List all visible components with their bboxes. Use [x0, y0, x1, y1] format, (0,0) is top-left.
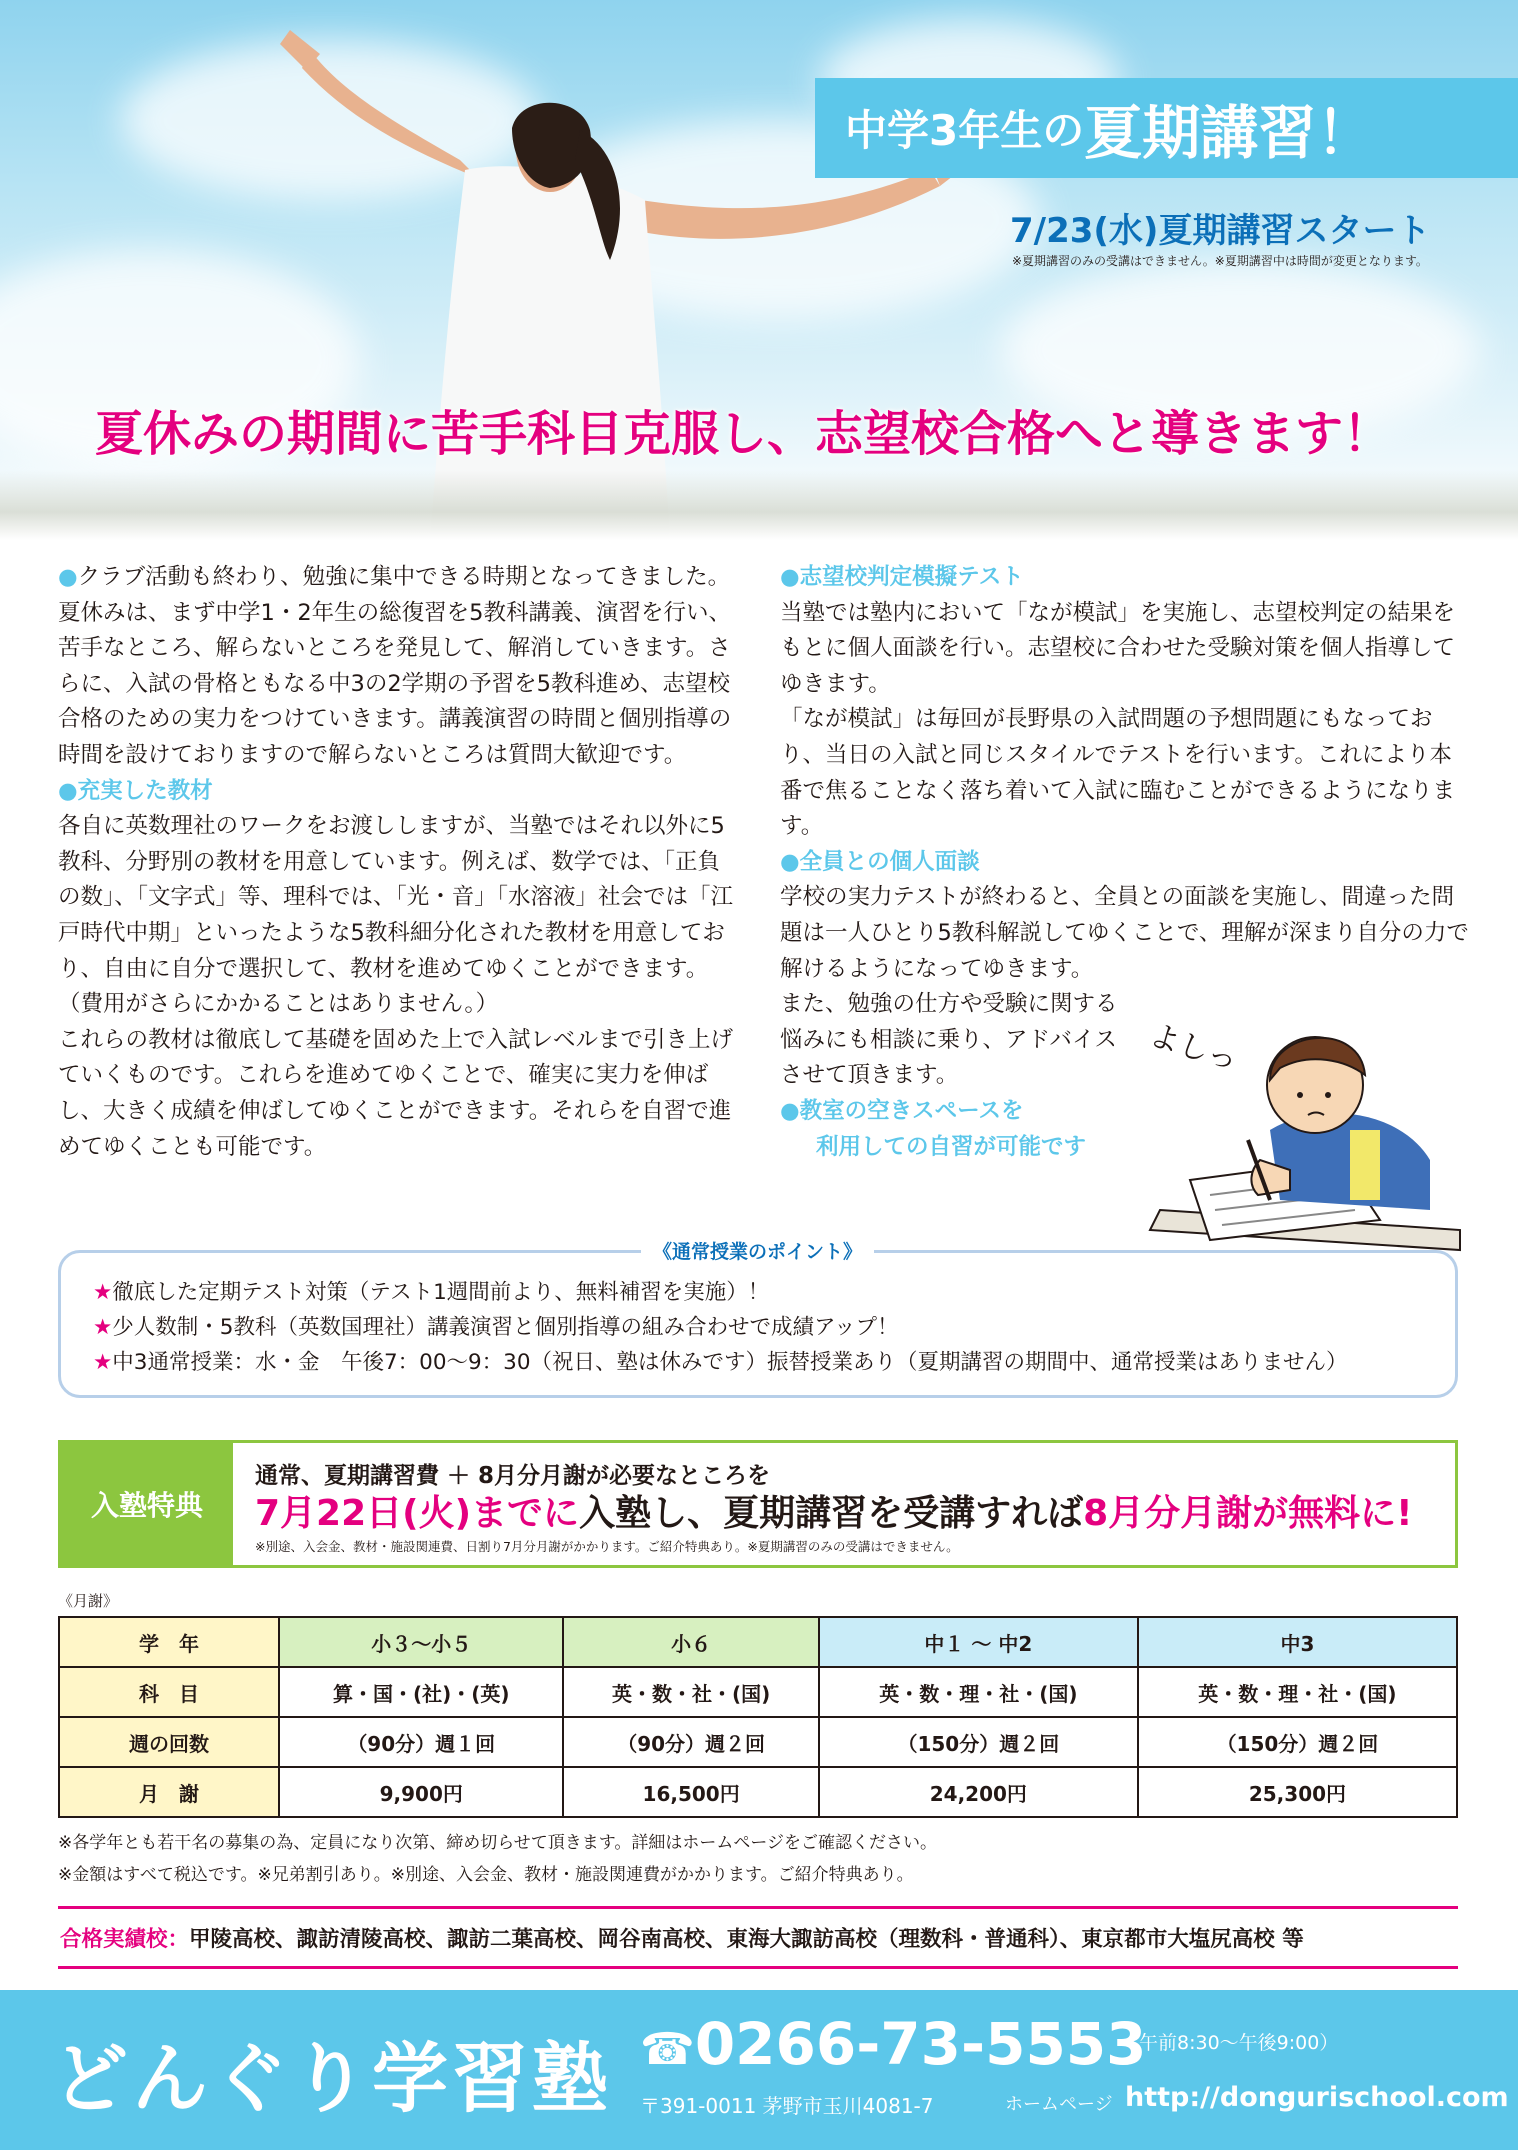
left-column [58, 560, 738, 1165]
table-cell: 算・国・(社)・(英) [279, 1667, 563, 1717]
mock-test-heading: ●志望校判定模擬テスト [780, 564, 1024, 590]
title-part2: 夏期講習！ [1084, 99, 1375, 167]
header-cell: 学 年 [59, 1617, 279, 1667]
school-logo: どんぐり学習塾 [52, 2034, 612, 2123]
table-row [59, 1717, 1457, 1767]
achievements-schools: 甲陵高校、諏訪清陵高校、諏訪二葉高校、岡谷南高校、東海大諏訪高校（理数科・普通科）、東京都市大塩尻高校 等 [189, 1927, 1304, 1952]
points-list [93, 1275, 1348, 1380]
intro-paragraph [58, 560, 738, 774]
homepage-link[interactable]: http://dongurischool.com [1125, 2082, 1509, 2113]
homepage-label: ホームページ [1005, 2094, 1113, 2115]
interview-heading: ●全員との個人面談 [780, 848, 980, 875]
materials-heading: ●充実した教材 [58, 777, 213, 804]
divider [58, 1966, 1458, 1969]
enrollment-benefit [58, 1440, 1458, 1568]
benefit-free: 8月分月謝が無料に! [1083, 1493, 1413, 1534]
benefit-label: 入塾特典 [61, 1443, 233, 1565]
phone-icon: ☎ [640, 2024, 695, 2075]
table-cell: （150分）週２回 [1138, 1717, 1457, 1767]
benefit-note: ※別途、入会金、教材・施設関連費、日割り7月分月謝がかかります。ご紹介特典あり。※夏期講習のみの受講はできません。 [255, 1539, 959, 1554]
point-item: ★徹底した定期テスト対策（テスト1週間前より、無料補習を実施）！ [93, 1280, 770, 1305]
self-study-heading-1: ●教室の空きスペースを [780, 1097, 1024, 1124]
phone-number[interactable] [640, 2010, 1147, 2078]
fee-note-2: ※金額はすべて税込です。※兄弟割引あり。※別途、入会金、教材・施設関連費がかかります。ご紹介特典あり。 [58, 1865, 914, 1885]
star-icon: ★ [93, 1350, 113, 1375]
start-note: ※夏期講習のみの受講はできません。※夏期講習中は時間が変更となります。 [1012, 254, 1428, 268]
benefit-line-1: 通常、夏期講習費 ＋ 8月分月謝が必要なところを [255, 1463, 771, 1489]
benefit-condition: 入塾し、夏期講習を受講すれば [579, 1493, 1084, 1534]
interview-paragraph-1: 学校の実力テストが終わると、全員との面談を実施し、間違った問題は一人ひとり5教科解説してゆくことで、理解が深まり自分の力で解けるようになってゆきます。 [780, 884, 1469, 982]
grass-horizon [0, 470, 1518, 540]
self-study-heading-2-text: 利用しての自習が可能です [816, 1133, 1087, 1160]
benefit-line-2 [255, 1485, 1413, 1536]
table-cell: 英・数・理・社・(国) [819, 1667, 1138, 1717]
catchphrase: 夏休みの期間に苦手科目克服し、志望校合格へと導きます！ [95, 406, 1392, 462]
achievements [60, 1922, 1304, 1953]
office-hours: （午前8:30〜午後9:00） [1120, 2032, 1339, 2054]
table-cell: 24,200円 [819, 1767, 1138, 1817]
table-cell: 16,500円 [563, 1767, 818, 1817]
address: 〒391-0011 茅野市玉川4081-7 [640, 2094, 934, 2118]
table-cell: 9,900円 [279, 1767, 563, 1817]
table-row [59, 1767, 1457, 1817]
row-label: 月 謝 [59, 1767, 279, 1817]
interview-line-a: また、勉強の仕方や受験に関する [780, 991, 1118, 1018]
benefit-body [233, 1443, 1455, 1565]
table-cell: 英・数・社・(国) [563, 1667, 818, 1717]
intro-text: クラブ活動も終わり、勉強に集中できる時期となってきました。夏休みは、まず中学1・2年生の総復習を5教科講義、演習を行い、苦手なところ、解らないところを発見して、解消していきます。さらに、入試の骨格ともなる中3の2学期の予習を5教科進め、志望校合格のための実力をつけていきます。講義演習の時間と個別指導の時間を設けておりますので解らないところは質問大歓迎です。 [58, 564, 732, 768]
footer [0, 1990, 1518, 2150]
divider [58, 1906, 1458, 1909]
title-part1: 中学3年生の [845, 106, 1085, 155]
table-cell: 25,300円 [1138, 1767, 1457, 1817]
header-cell: 小６ [563, 1617, 818, 1667]
phone-text: 0266-73-5553 [694, 2010, 1147, 2078]
header-cell: 小３〜小５ [279, 1617, 563, 1667]
table-cell: （90分）週１回 [279, 1717, 563, 1767]
point-item: ★少人数制・5教科（英数国理社）講義演習と個別指導の組み合わせで成績アップ！ [93, 1315, 899, 1340]
mock-test-paragraph-2: 「なが模試」は毎回が長野県の入試問題の予想問題にもなっており、当日の入試と同じスタイルでテストを行います。これにより本番で焦ることなく落ち着いて入試に臨むことができるようになります。 [780, 706, 1456, 840]
header-cell: 中１ 〜 中2 [819, 1617, 1138, 1667]
interview-line-b: 悩みにも相談に乗り、アドバイス [780, 1026, 1117, 1053]
header-cell: 中3 [1138, 1617, 1457, 1667]
point-item: ★中3通常授業：水・金 午後7：00〜9：30（祝日、塾は休みです）振替授業あり（夏期講習の期間中、通常授業はありません） [93, 1350, 1348, 1375]
mock-test-paragraph-1: 当塾では塾内において「なが模試」を実施し、志望校判定の結果をもとに個人面談を行い。志望校に合わせた受験対策を個人指導してゆきます。 [780, 599, 1456, 697]
table-row [59, 1617, 1457, 1667]
hero-banner [0, 0, 1518, 540]
row-label: 週の回数 [59, 1717, 279, 1767]
star-icon: ★ [93, 1280, 113, 1305]
fee-caption: 《月謝》 [58, 1592, 119, 1610]
table-cell: （150分）週２回 [819, 1717, 1138, 1767]
fee-note-1: ※各学年とも若干名の募集の為、定員になり次第、締め切らせて頂きます。詳細はホームページをご確認ください。 [58, 1833, 938, 1853]
interview-line-c: させて頂きます。 [780, 1062, 959, 1089]
title-band [815, 78, 1518, 178]
table-cell: 英・数・理・社・(国) [1138, 1667, 1457, 1717]
fee-table [58, 1616, 1458, 1818]
regular-class-points [58, 1241, 1458, 1398]
benefit-deadline: 7月22日(火)までに [255, 1493, 580, 1534]
points-title: 《通常授業のポイント》 [641, 1237, 874, 1264]
materials-paragraph-1: 各自に英数理社のワークをお渡ししますが、当塾ではそれ以外に5教科、分野別の教材を用意しています。例えば、数学では、「正負の数」、「文字式」等、理科では、「光・音」「水溶液」社会では「江戸時代中期」といったような5教科細分化された教材を用意しており、自由に自分で選択して、教材を進めてゆくことができます。（費用がさらにかかることはありません。） [58, 813, 734, 1018]
bullet-dot: ● [58, 564, 78, 590]
table-row [59, 1667, 1457, 1717]
table-cell: （90分）週２回 [563, 1717, 818, 1767]
materials-paragraph-2: これらの教材は徹底して基礎を固めた上で入試レベルまで引き上げていくものです。これらを進めてゆくことで、確実に実力を伸ばし、大きく成績を伸ばしてゆくことができます。それらを自習で進めてゆくことも可能です。 [58, 1026, 734, 1160]
row-label: 科 目 [59, 1667, 279, 1717]
studying-boy-illustration [1130, 990, 1470, 1260]
illustration-text: よしっ [1145, 1017, 1242, 1079]
achievements-label: 合格実績校： [60, 1927, 190, 1952]
start-date: 7/23(水)夏期講習スタート [1010, 211, 1431, 251]
star-icon: ★ [93, 1315, 113, 1340]
